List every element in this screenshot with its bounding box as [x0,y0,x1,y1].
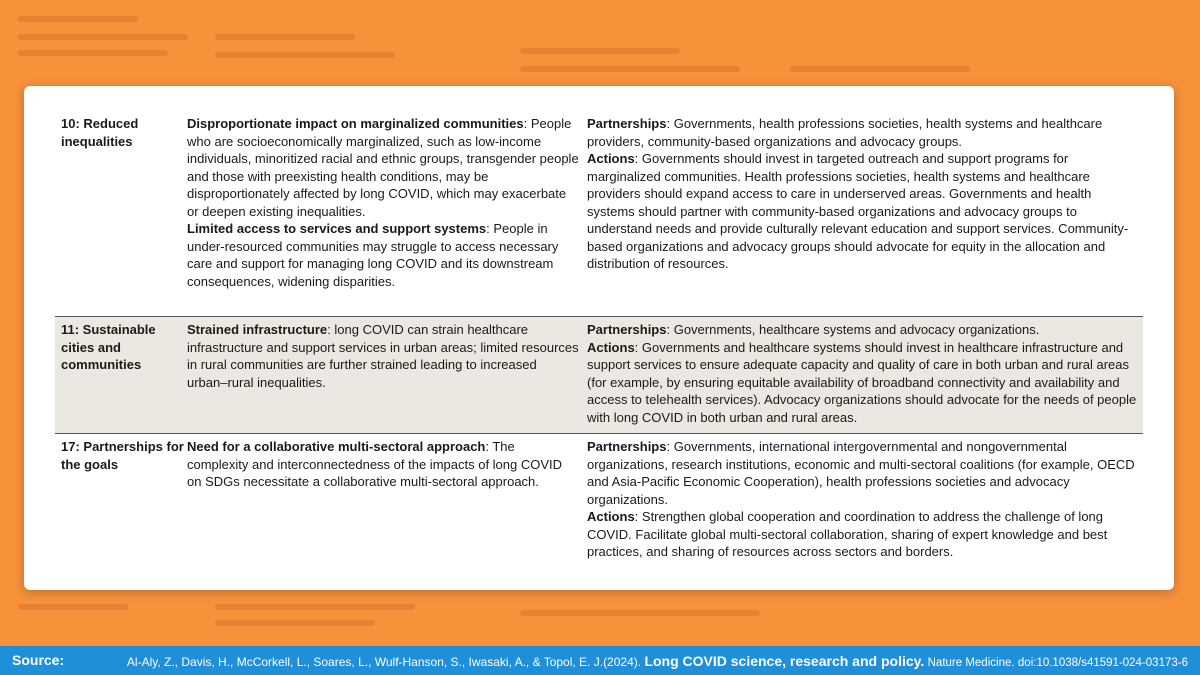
actions-label: Actions [587,151,635,166]
actions-paragraph [587,150,1137,273]
blurred-text-line [18,50,168,56]
impact-text: : long COVID can strain healthcare infrastructure and support services in urban areas; limited resources in rural communities are further strained leading to increased urban–rural inequalities. [187,322,579,390]
impact-heading: Disproportionate impact on marginalized communities [187,116,524,131]
sdg-goal-cell: 11: Sustainable cities and communities [55,317,187,434]
impact-paragraph [187,115,579,220]
impact-text: : People who are socioeconomically marginalized, such as low-income individuals, minoritized racial and ethnic groups, transgender people and those with preexisting health conditions, may be disproportionately affected by long COVID, which may exacerbate or deepen existing inequalities. [187,116,579,219]
sdg-goal-cell: 17: Partnerships for the goals [61,439,184,472]
recommendations-cell [587,317,1143,434]
partnerships-label: Partnerships [587,116,667,131]
blurred-text-line [18,34,188,40]
blurred-text-line [18,604,128,610]
actions-paragraph [587,508,1137,561]
blurred-text-line [790,66,970,72]
blurred-text-line [215,52,395,58]
impact-cell [187,434,587,567]
recommendations-cell [587,113,1143,317]
impact-cell [187,317,587,434]
partnerships-paragraph [587,438,1137,508]
impact-paragraph [187,438,579,491]
citation-journal: Nature Medicine. [927,657,1015,669]
blurred-text-line [520,610,760,616]
citation-title: Long COVID science, research and policy. [644,653,925,669]
blurred-text-line [520,66,740,72]
blurred-text-line [215,34,355,40]
table-row [55,113,1143,317]
partnerships-text: : Governments, international intergovernmental and nongovernmental organizations, research institutions, economic and multi-sectoral coalitions (for example, OECD and Asia-Pacific Economic Cooperation), health professions societies and advocacy organizations. [587,439,1135,507]
partnerships-text: : Governments, healthcare systems and advocacy organizations. [666,322,1040,337]
source-footer [0,646,1200,675]
sdg-policy-table [55,113,1143,567]
impact-text: : The complexity and interconnectedness of the impacts of long COVID on SDGs necessitate a collaborative multi-sectoral approach. [187,439,563,489]
citation-authors: Al-Aly, Z., Davis, H., McCorkell, L., Soares, L., Wulf-Hanson, S., Iwasaki, A., & Topol, E. J.(2024). [126,655,642,669]
impact-text: : People in under-resourced communities may struggle to access necessary care and support for managing long COVID and its downstream consequences, widening disparities. [187,221,559,289]
recommendations-cell [587,434,1143,567]
actions-text: : Strengthen global cooperation and coordination to address the challenge of long COVID. Facilitate global multi-sectoral collaboration, sharing of expert knowledge and best practices, and sharing of resources across sectors and borders. [587,509,1108,559]
actions-paragraph [587,339,1137,427]
partnerships-paragraph [587,321,1137,339]
partnerships-text: : Governments, health professions societies, health systems and healthcare providers, community-based organizations and advocacy groups. [587,116,1103,149]
blurred-text-line [215,604,415,610]
table-row [55,317,1143,434]
partnerships-paragraph [587,115,1137,150]
impact-heading: Strained infrastructure [187,322,328,337]
blurred-text-line [215,620,375,626]
policy-table-card [24,86,1174,590]
actions-label: Actions [587,509,635,524]
impact-paragraph [187,321,579,391]
partnerships-label: Partnerships [587,322,667,337]
impact-cell [187,113,587,317]
source-label: Source: [12,652,65,668]
blurred-text-line [520,48,680,54]
impact-paragraph [187,220,579,290]
sdg-goal-cell: 10: Reduced inequalities [61,116,139,149]
table-row [55,434,1143,567]
partnerships-label: Partnerships [587,439,667,454]
blurred-text-line [18,16,138,22]
actions-label: Actions [587,339,635,355]
actions-text: : Governments should invest in targeted outreach and support programs for marginalized communities. Health professions societies, health systems and healthcare providers should expand access to care in underserved areas. Governments and health systems should partner with community-based organizations and advocacy groups to understand needs and provide culturally relevant education and support services. Community-based organizations and advocacy groups should advocate for equity in the allocation and distribution of resources. [587,151,1129,271]
impact-heading: Need for a collaborative multi-sectoral approach [187,439,486,454]
impact-heading: Limited access to services and support systems [187,221,487,236]
citation-doi: doi:10.1038/s41591-024-03173-6 [1017,657,1188,669]
actions-text: : Governments and healthcare systems should invest in healthcare infrastructure and support services to ensure adequate capacity and quality of care in both urban and rural areas (for example, by ensuring equitable availability of broadband connectivity and availability and access to telehealth services). Advocacy organizations should advocate for the needs of people with long COVID in both urban and rural areas. [587,339,1137,425]
citation [127,653,1188,669]
